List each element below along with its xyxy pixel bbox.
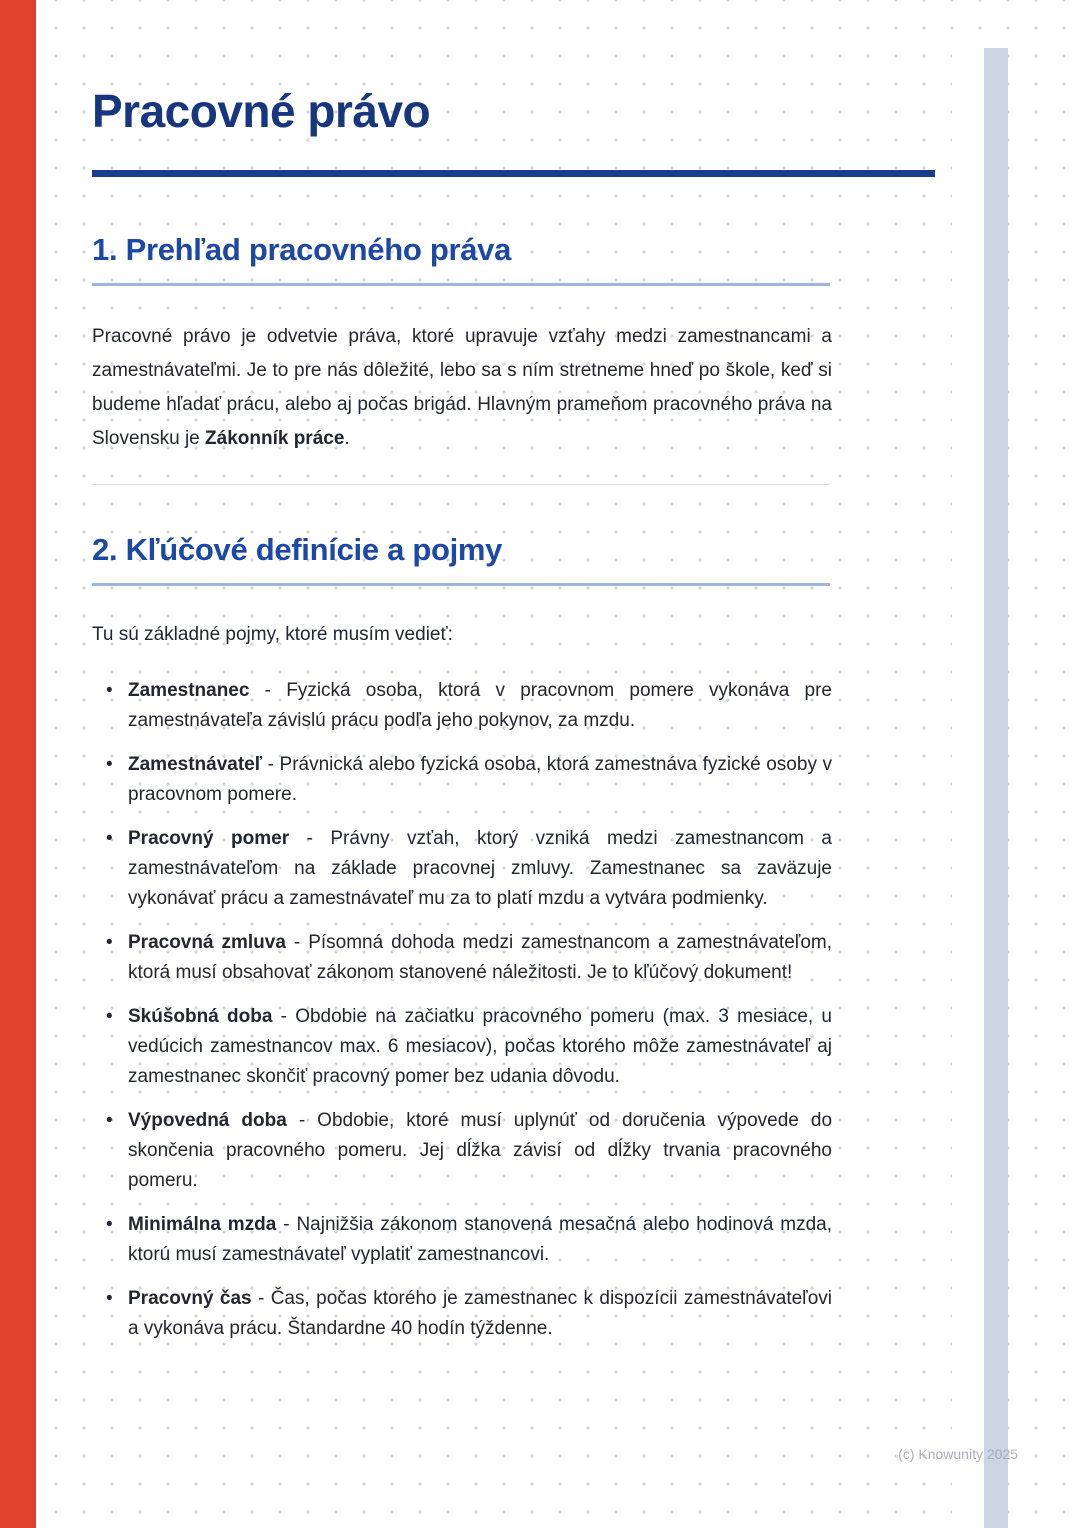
left-accent-stripe [0,0,36,1528]
section-1-paragraph [92,320,832,456]
term-label: Skúšobná doba [128,1006,273,1027]
right-margin-band [952,48,984,1528]
list-item [106,1210,832,1270]
list-item [106,750,832,810]
list-item [106,1002,832,1092]
section-divider [92,484,830,485]
title-underline [92,170,935,177]
page-title: Pracovné právo [92,85,431,137]
list-item [106,928,832,988]
term-label: Výpovedná doba [128,1110,287,1131]
term-label: Pracovný čas [128,1288,252,1309]
term-desc: - Právny vzťah, ktorý vzniká medzi zamestnancom a zamestnávateľom na základe pracovnej zmluvy. Zamestnanec sa zaväzuje vykonávať prácu a zamestnávateľ mu za to platí mzdu a vytvára podmienky. [128,828,833,909]
paragraph-text-end: . [344,428,350,449]
term-desc: - Fyzická osoba, ktorá v pracovnom pomere vykonáva pre zamestnávateľa závislú prácu podľa jeho pokynov, za mzdu. [128,680,832,731]
term-label: Pracovný pomer [128,828,290,849]
document-content [92,84,832,1358]
term-label: Pracovná zmluva [128,932,286,953]
right-accent-stripe [984,48,1008,1528]
term-label: Zamestnanec [128,680,250,701]
term-desc: - Čas, počas ktorého je zamestnanec k dispozícii zamestnávateľovi a vykonáva prácu. Štandardne 40 hodín týždenne. [128,1288,832,1339]
term-desc: - Obdobie, ktoré musí uplynúť od doručenia výpovede do skončenia pracovného pomeru. Jej dĺžka závisí od dĺžky trvania pracovného pomeru. [128,1110,833,1191]
section-2-underline [92,583,830,586]
watermark: (c) Knowunity 2025 [898,1446,1018,1462]
paragraph-text: Pracovné právo je odvetvie práva, ktoré upravuje vzťahy medzi zamestnancami a zamestnávateľmi. Je to pre nás dôležité, lebo sa s ním stretneme hneď po škole, keď si budeme hľadať prácu, alebo aj počas brigád. Hlavným prameňom pracovného práva na Slovensku je [92,326,832,449]
list-item [106,824,832,914]
list-item [106,1284,832,1344]
term-desc: - Právnická alebo fyzická osoba, ktorá zamestnáva fyzické osoby v pracovnom pomere. [128,754,833,805]
term-desc: - Písomná dohoda medzi zamestnancom a zamestnávateľom, ktorá musí obsahovať zákonom stanovené náležitosti. Je to kľúčový dokument! [128,932,832,983]
term-desc: - Obdobie na začiatku pracovného pomeru (max. 3 mesiace, u vedúcich zamestnancov max. 6 mesiacov), počas ktorého môže zamestnávateľ aj zamestnanec skončiť pracovný pomer bez udania dôvodu. [128,1006,833,1087]
list-item [106,676,832,736]
section-2-heading: 2. Kľúčové definície a pojmy [92,532,503,567]
section-2-intro: Tu sú základné pojmy, ktoré musím vedieť: [92,624,453,645]
paragraph-bold-term: Zákonník práce [205,428,345,449]
term-label: Zamestnávateľ [128,754,263,775]
definitions-list [92,676,832,1344]
term-label: Minimálna mzda [128,1214,277,1235]
section-1-heading: 1. Prehľad pracovného práva [92,232,512,267]
term-desc: - Najnižšia zákonom stanovená mesačná alebo hodinová mzda, ktorú musí zamestnávateľ vyplatiť zamestnancovi. [128,1214,833,1265]
list-item [106,1106,832,1196]
section-1-underline [92,283,830,286]
